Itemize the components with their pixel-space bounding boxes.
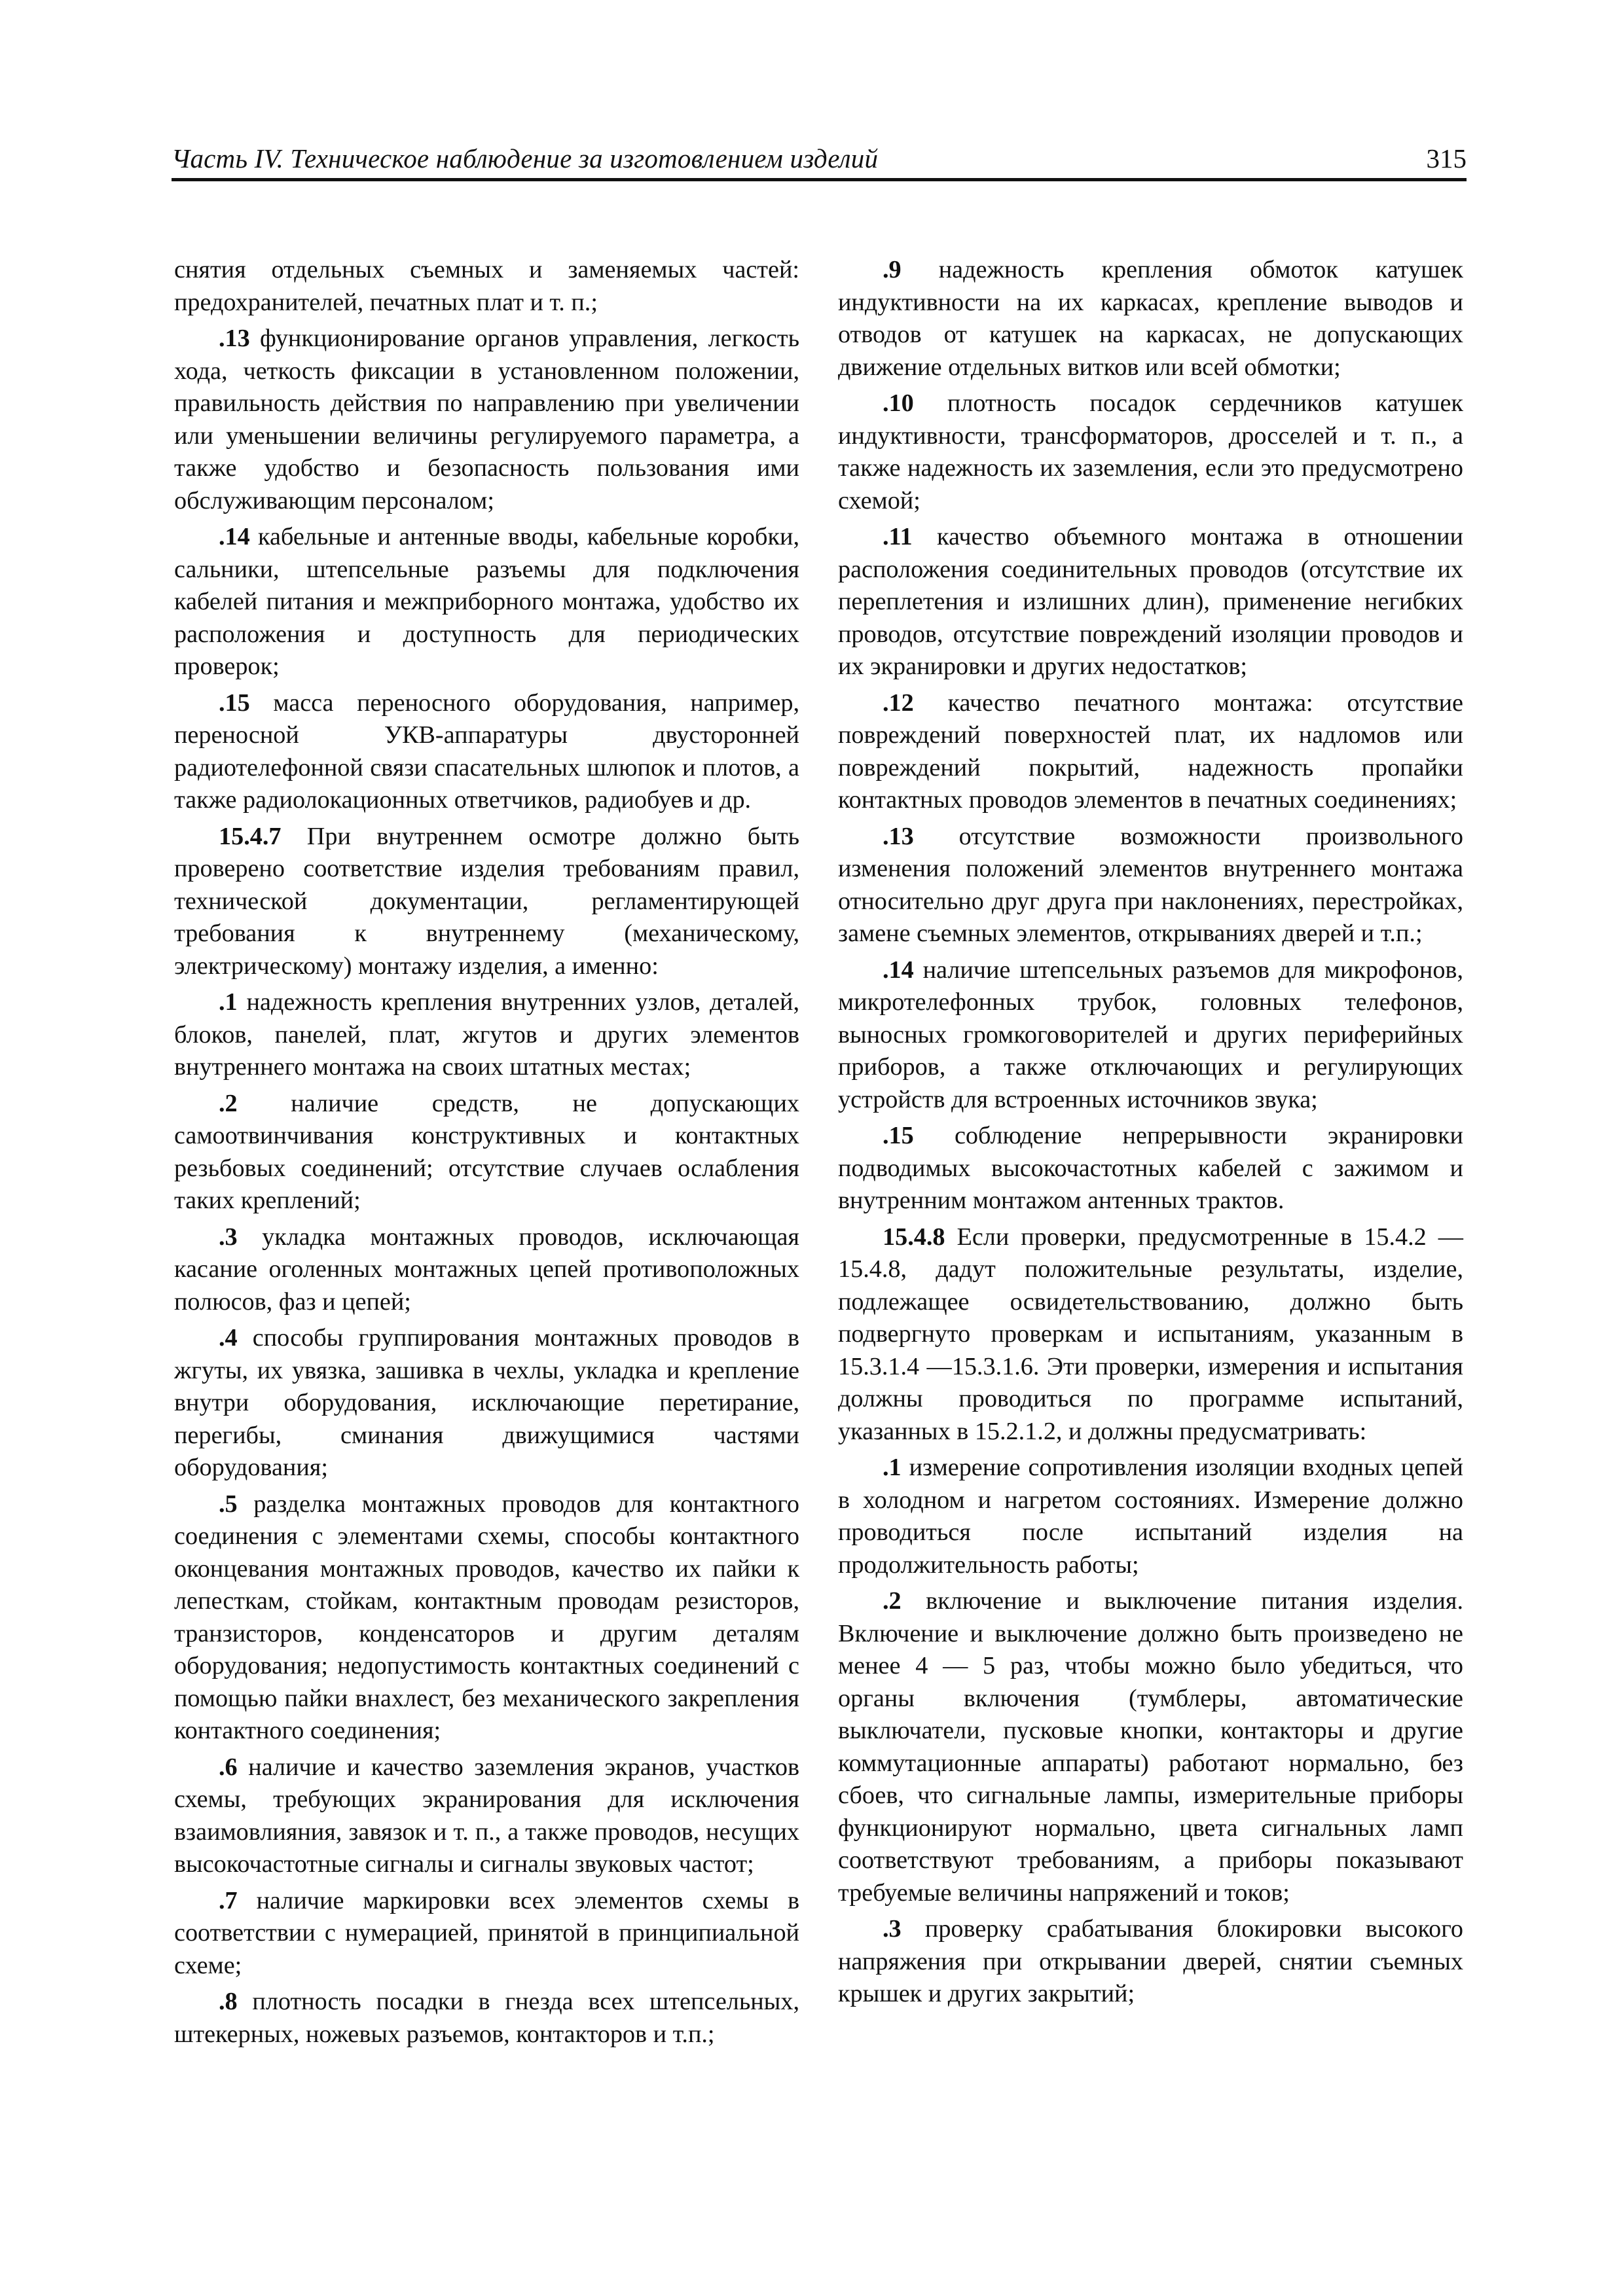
page-number: 315 bbox=[1426, 143, 1467, 173]
running-header bbox=[172, 145, 1467, 181]
section-paragraph: 15.4.7 При внутреннем осмотре должно быть проверено соответствие изделия требованиям правил, технической документации, регламентирующей требования к внутреннему (механическому, электрическому) монтажу изделия, а именно: bbox=[174, 822, 799, 980]
paragraph: .1 измерение сопротивления изоляции входных цепей в холодном и нагретом состояниях. Измерение должно проводиться после испытаний изделия на продолжительность работы; bbox=[838, 1454, 1463, 1579]
section-paragraph: 15.4.8 Если проверки, предусмотренные в 15.4.2 — 15.4.8, дадут положительные результаты, изделие, подлежащее освидетельствованию, должно быть подвергнуто проверкам и испытаниям, указанным в 15.3.1.4 —15.3.1.6. Эти проверки, измерения и испытания должны проводиться по программе испытаний, указанных в 15.2.1.2, и должны предусматривать: bbox=[838, 1223, 1463, 1445]
paragraph: .3 проверку срабатывания блокировки высокого напряжения при открывании дверей, снятии съемных крышек и других закрытий; bbox=[838, 1915, 1463, 2007]
paragraph: .14 наличие штепсельных разъемов для микрофонов, микротелефонных трубок, головных телефонов, выносных громкоговорителей и других периферийных приборов, а также отключающих и регулирующих устройств для встроенных источников звука; bbox=[838, 956, 1463, 1113]
paragraph: .2 включение и выключение питания изделия. Включение и выключение должно быть произведено не менее 4 — 5 раз, чтобы можно было убедиться, что органы включения (тумблеры, автоматические выключатели, пусковые кнопки, контакторы и другие коммутационные аппараты) работают нормально, без сбоев, что сигнальные лампы, измерительные приборы функционируют нормально, цвета сигнальных ламп соответствуют требованиям, а приборы показывают требуемые величины напряжений и токов; bbox=[838, 1587, 1463, 1907]
paragraph: .15 соблюдение непрерывности экранировки подводимых высокочастотных кабелей с зажимом и внутренним монтажом антенных трактов. bbox=[838, 1122, 1463, 1214]
paragraph: .1 надежность крепления внутренних узлов, деталей, блоков, панелей, плат, жгутов и других элементов внутреннего монтажа на своих штатных местах; bbox=[174, 988, 799, 1081]
paragraph: .8 плотность посадки в гнезда всех штепсельных, штекерных, ножевых разъемов, контакторов и т.п.; bbox=[174, 1988, 799, 2048]
left-column bbox=[174, 254, 799, 2054]
paragraph: .2 наличие средств, не допускающих самоотвинчивания конструктивных и контактных резьбовых соединений; отсутствие случаев ослабления таких креплений; bbox=[174, 1089, 799, 1214]
paragraph: .13 отсутствие возможности произвольного изменения положений элементов внутреннего монтажа относительно друг друга при наклонениях, перестройках, замене съемных элементов, открываниях дверей и т.п.; bbox=[838, 822, 1463, 947]
paragraph: .3 укладка монтажных проводов, исключающая касание оголенных монтажных цепей противоположных полюсов, фаз и цепей; bbox=[174, 1223, 799, 1316]
paragraph: .7 наличие маркировки всех элементов схемы в соответствии с нумерацией, принятой в принципиальной схеме; bbox=[174, 1886, 799, 1979]
paragraph: .4 способы группирования монтажных проводов в жгуты, их увязка, зашивка в чехлы, укладка и крепление внутри оборудования, исключающие перетирание, перегибы, сминания движущимися частями оборудования; bbox=[174, 1324, 799, 1481]
paragraph: .12 качество печатного монтажа: отсутствие повреждений поверхностей плат, их надломов или повреждений покрытий, надежность пропайки контактных проводов элементов в печатных соединениях; bbox=[838, 689, 1463, 814]
paragraph: .11 качество объемного монтажа в отношении расположения соединительных проводов (отсутствие их переплетения и излишних длин), применение негибких проводов, отсутствие повреждений изоляции проводов и их экранировки и других недостатков; bbox=[838, 523, 1463, 680]
paragraph: .9 надежность крепления обмоток катушек индуктивности на их каркасах, крепление выводов и отводов от катушек на каркасах, не допускающих движение отдельных витков или всей обмотки; bbox=[838, 256, 1463, 381]
right-column bbox=[838, 254, 1463, 2015]
paragraph: .14 кабельные и антенные вводы, кабельные коробки, сальники, штепсельные разъемы для подключения кабелей питания и межприборного монтажа, удобство их расположения и доступность для периодических проверок; bbox=[174, 523, 799, 680]
paragraph: .6 наличие и качество заземления экранов, участков схемы, требующих экранирования для исключения взаимовлияния, завязок и т. п., а также проводов, несущих высокочастотные сигналы и сигналы звуковых частот; bbox=[174, 1753, 799, 1878]
paragraph: .13 функционирование органов управления, легкость хода, четкость фиксации в установленном положении, правильность действия по направлению при увеличении или уменьшении величины регулируемого параметра, а также удобство и безопасность пользования ими обслуживающим персоналом; bbox=[174, 325, 799, 514]
paragraph: снятия отдельных съемных и заменяемых частей: предохранителей, печатных плат и т. п.; bbox=[174, 256, 799, 316]
paragraph: .15 масса переносного оборудования, например, переносной УКВ-аппаратуры двусторонней радиотелефонной связи спасательных шлюпок и плотов, а также радиолокационных ответчиков, радиобуев и др. bbox=[174, 689, 799, 814]
paragraph: .10 плотность посадок сердечников катушек индуктивности, трансформаторов, дросселей и т. п., а также надежность их заземления, если это предусмотрено схемой; bbox=[838, 389, 1463, 514]
paragraph: .5 разделка монтажных проводов для контактного соединения с элементами схемы, способы контактного оконцевания монтажных проводов, качество их пайки к лепесткам, стойкам, контактным проводам резисторов, транзисторов, конденсаторов и другим деталям оборудования; недопустимость контактных соединений с помощью пайки внахлест, без механического закрепления контактного соединения; bbox=[174, 1490, 799, 1744]
header-title: Часть IV. Техническое наблюдение за изготовлением изделий bbox=[172, 143, 879, 173]
